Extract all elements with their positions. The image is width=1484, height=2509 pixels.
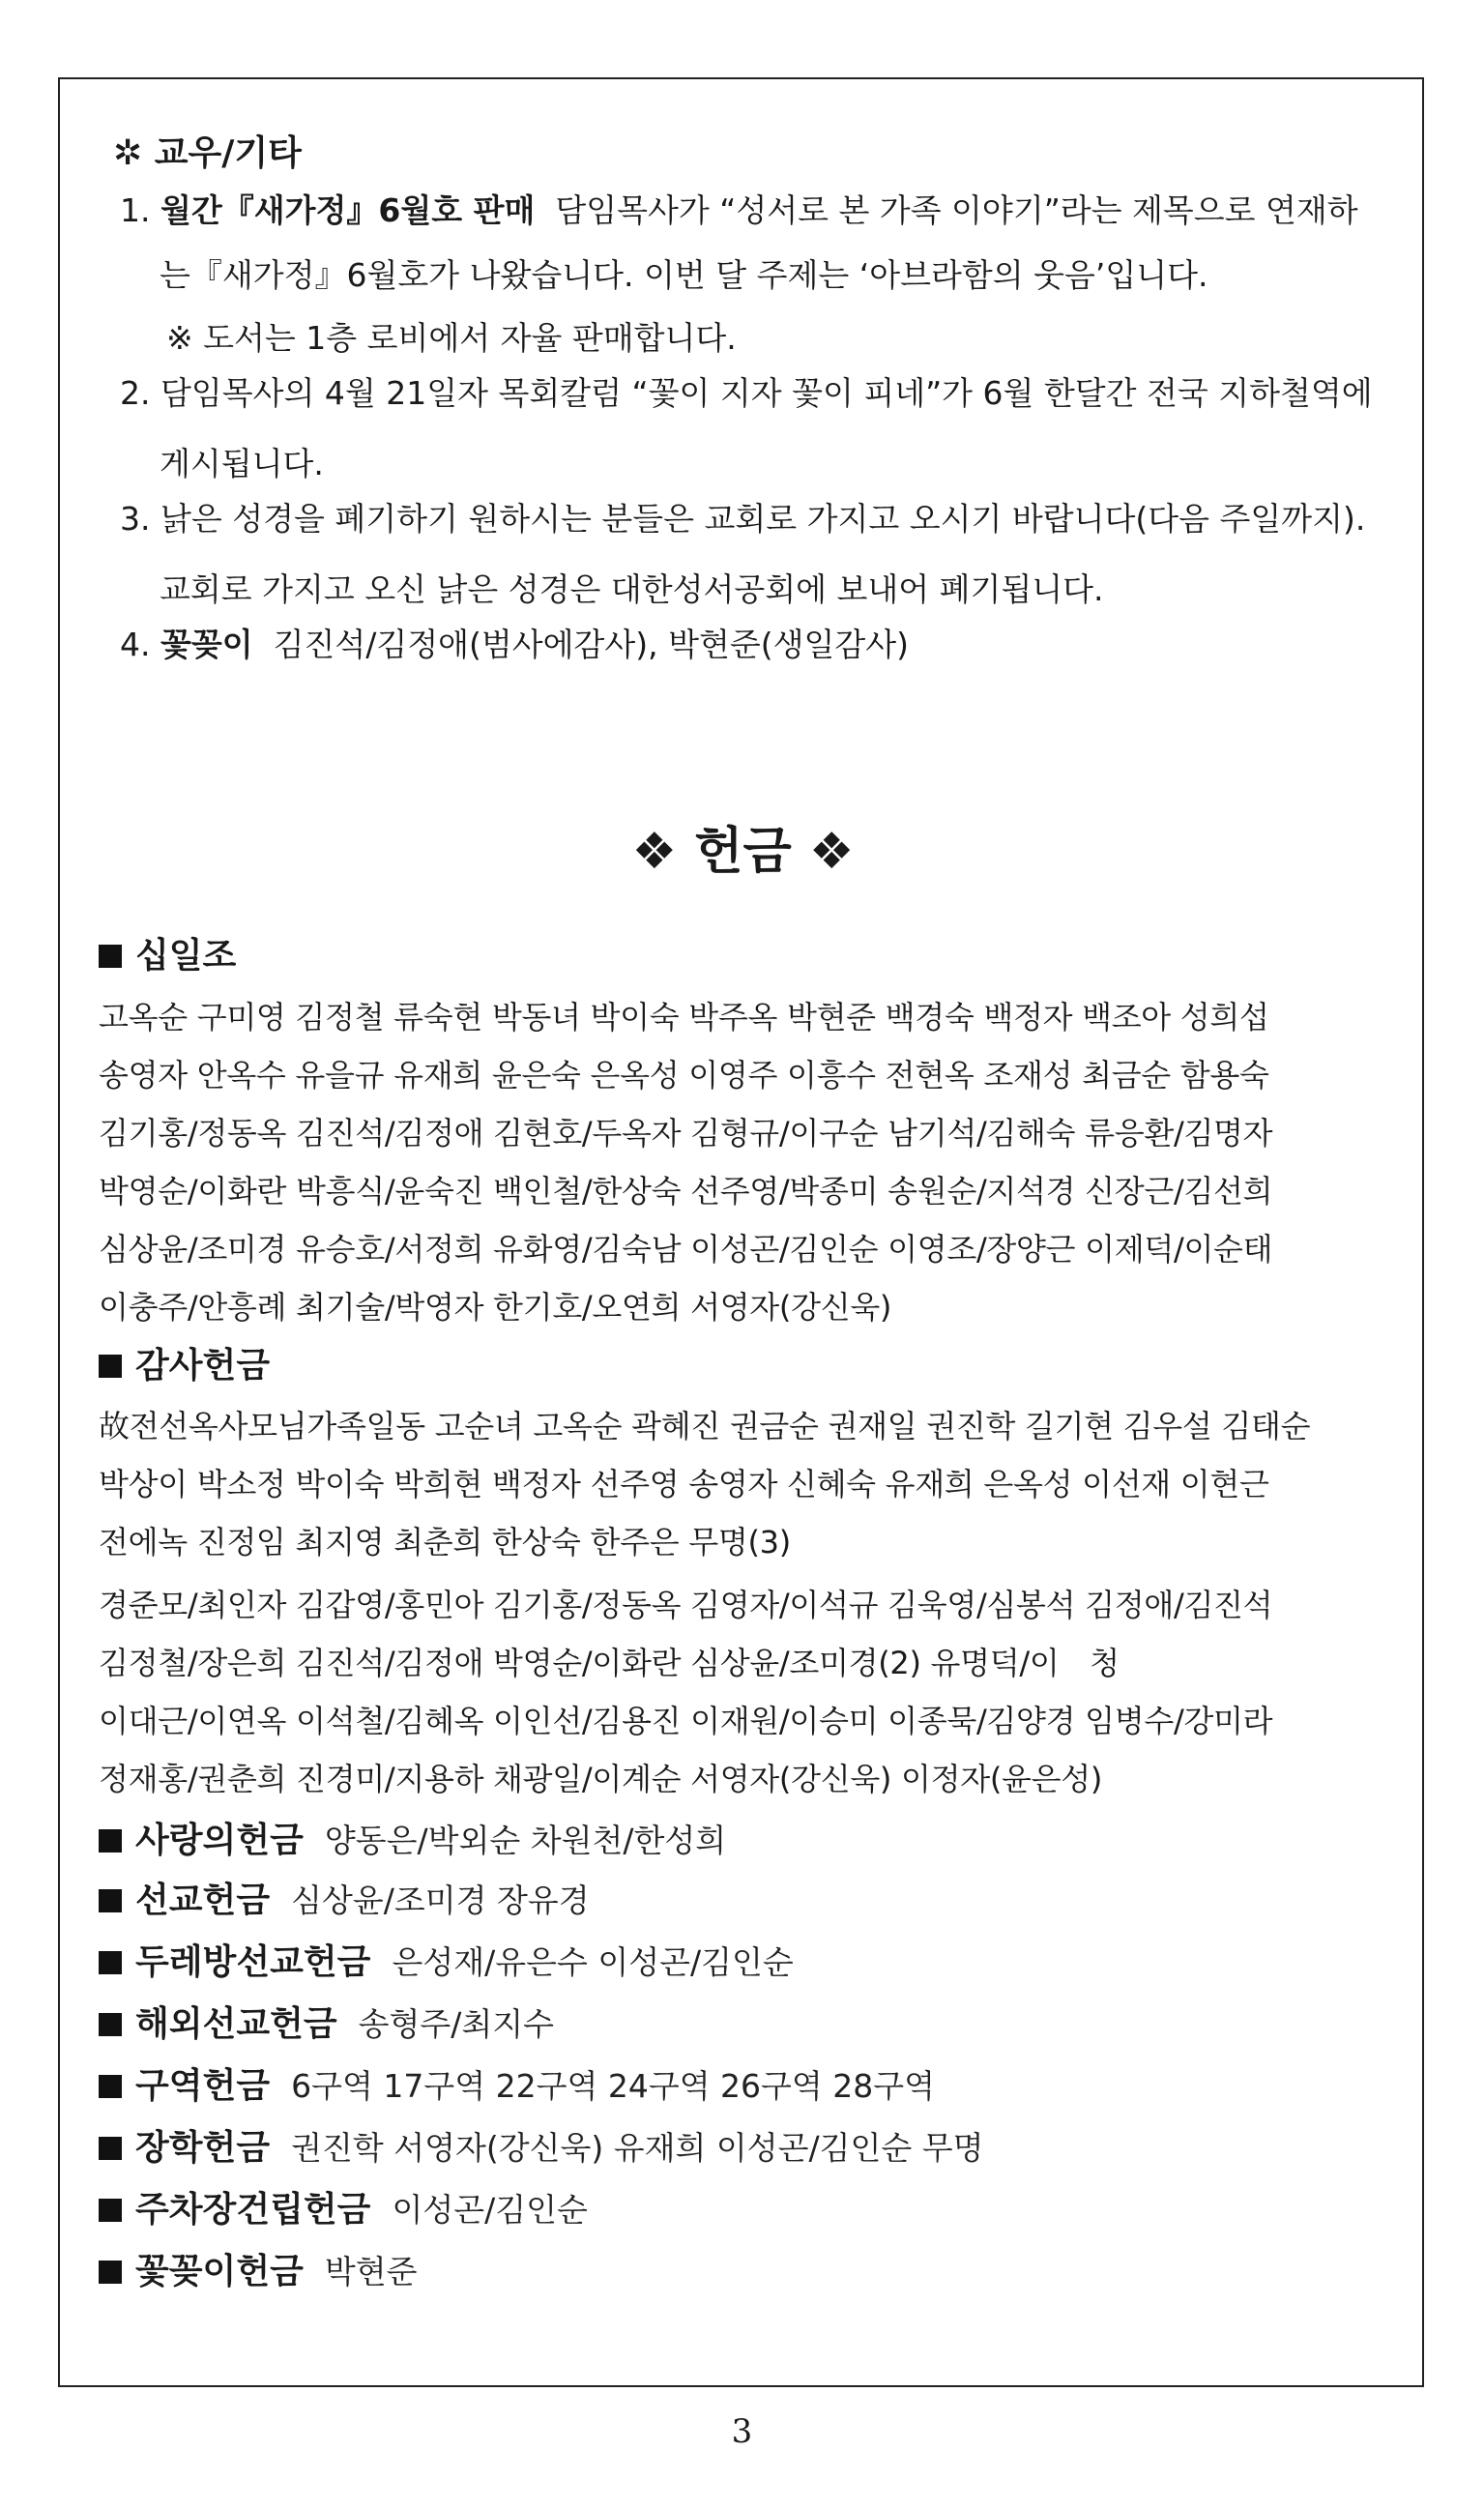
square-bullet-icon [99,2199,122,2222]
offering-flower: 꽃꽂이헌금 박현준 [99,2244,418,2293]
square-bullet-icon [99,2137,122,2160]
offering-mission: 선교헌금 심상윤/조미경 장유경 [99,1873,590,1922]
offering-district: 구역헌금 6구역 17구역 22구역 24구역 26구역 28구역 [99,2058,935,2108]
etc-heading: ✲ 교우/기타 [113,133,302,173]
offering-title: ❖ 헌금 ❖ [631,823,855,881]
tithe-line: 이충주/안흥례 최기술/박영자 한기호/오연희 서영자(강신욱) [99,1289,892,1326]
thanks-line: 故전선옥사모님가족일동 고순녀 고옥순 곽혜진 권금순 권재일 권진학 길기현 김우설 김태순 [99,1408,1311,1444]
thanks-heading: 감사헌금 [99,1338,270,1387]
square-bullet-icon [99,2013,122,2036]
square-bullet-icon [99,2261,122,2284]
square-bullet-icon [99,2075,122,2098]
tithe-line: 송영자 안옥수 유을규 유재희 윤은숙 은옥성 이영주 이흥수 전현옥 조재성 최금순 함용숙 [99,1057,1269,1094]
offering-parking: 주차장건립헌금 이성곤/김인순 [99,2182,588,2232]
tithe-line: 김기홍/정동옥 김진석/김정애 김현호/두옥자 김형규/이구순 남기석/김해숙 류응환/김명자 [99,1115,1273,1152]
bulletin-frame [58,77,1424,2387]
etc-item-4: 4. 꽃꽂이 김진석/김정애(범사에감사), 박현준(생일감사) [120,626,910,663]
etc-item-1-note: ※ 도서는 1층 로비에서 자율 판매합니다. [166,319,737,357]
offering-love: 사랑의헌금 양동은/박외순 차원천/한성희 [99,1813,726,1862]
etc-item-2: 2. 담임목사의 4월 21일자 목회칼럼 “꽃이 지자 꽃이 피네”가 6월 한달간 전국 지하철역에 [120,374,1373,412]
thanks-line: 정재홍/권춘희 진경미/지용하 채광일/이계순 서영자(강신욱) 이정자(윤은성) [99,1761,1103,1797]
offering-durebang: 두레방선교헌금 은성재/유은수 이성곤/김인순 [99,1935,794,1984]
tithe-line: 고옥순 구미영 김정철 류숙현 박동녀 박이숙 박주옥 박현준 백경숙 백정자 백조아 성희섭 [99,999,1269,1036]
square-bullet-icon [99,1355,122,1378]
page-number: 3 [731,2412,753,2451]
etc-item-3-line2: 교회로 가지고 오신 낡은 성경은 대한성서공회에 보내어 폐기됩니다. [160,570,1104,608]
thanks-line: 이대근/이연옥 이석철/김혜옥 이인선/김용진 이재원/이승미 이종묵/김양경 임병수/강미라 [99,1703,1273,1739]
tithe-heading: 십일조 [99,928,236,977]
etc-item-1: 1. 월간『새가정』6월호 판매 담임목사가 “성서로 본 가족 이야기”라는 제목으로 연재하 [120,191,1358,229]
tithe-line: 심상윤/조미경 유승호/서정희 유화영/김숙남 이성곤/김인순 이영조/장양근 이제덕/이순태 [99,1231,1273,1268]
square-bullet-icon [99,1951,122,1974]
offering-overseas: 해외선교헌금 송형주/최지수 [99,1997,554,2046]
tithe-line: 박영순/이화란 박흥식/윤숙진 백인철/한상숙 선주영/박종미 송원순/지석경 신장근/김선희 [99,1173,1273,1210]
square-bullet-icon [99,1889,122,1912]
thanks-line: 박상이 박소정 박이숙 박희현 백정자 선주영 송영자 신혜숙 유재희 은옥성 이선재 이현근 [99,1466,1269,1502]
thanks-line: 경준모/최인자 김갑영/홍민아 김기홍/정동옥 김영자/이석규 김욱영/심봉석 김정애/김진석 [99,1587,1273,1623]
etc-item-3: 3. 낡은 성경을 폐기하기 원하시는 분들은 교회로 가지고 오시기 바랍니다(다음 주일까지). [120,500,1366,538]
etc-item-2-line2: 게시됩니다. [160,445,324,482]
thanks-line: 김정철/장은희 김진석/김정애 박영순/이화란 심상윤/조미경(2) 유명덕/이 청 [99,1645,1120,1681]
offering-scholarship: 장학헌금 권진학 서영자(강신욱) 유재희 이성곤/김인순 무명 [99,2120,984,2170]
square-bullet-icon [99,1829,122,1853]
etc-item-1-line2: 는『새가정』6월호가 나왔습니다. 이번 달 주제는 ‘아브라함의 웃음’입니다. [160,256,1208,294]
thanks-line: 전에녹 진정임 최지영 최춘희 한상숙 한주은 무명(3) [99,1524,791,1561]
square-bullet-icon [99,945,122,968]
